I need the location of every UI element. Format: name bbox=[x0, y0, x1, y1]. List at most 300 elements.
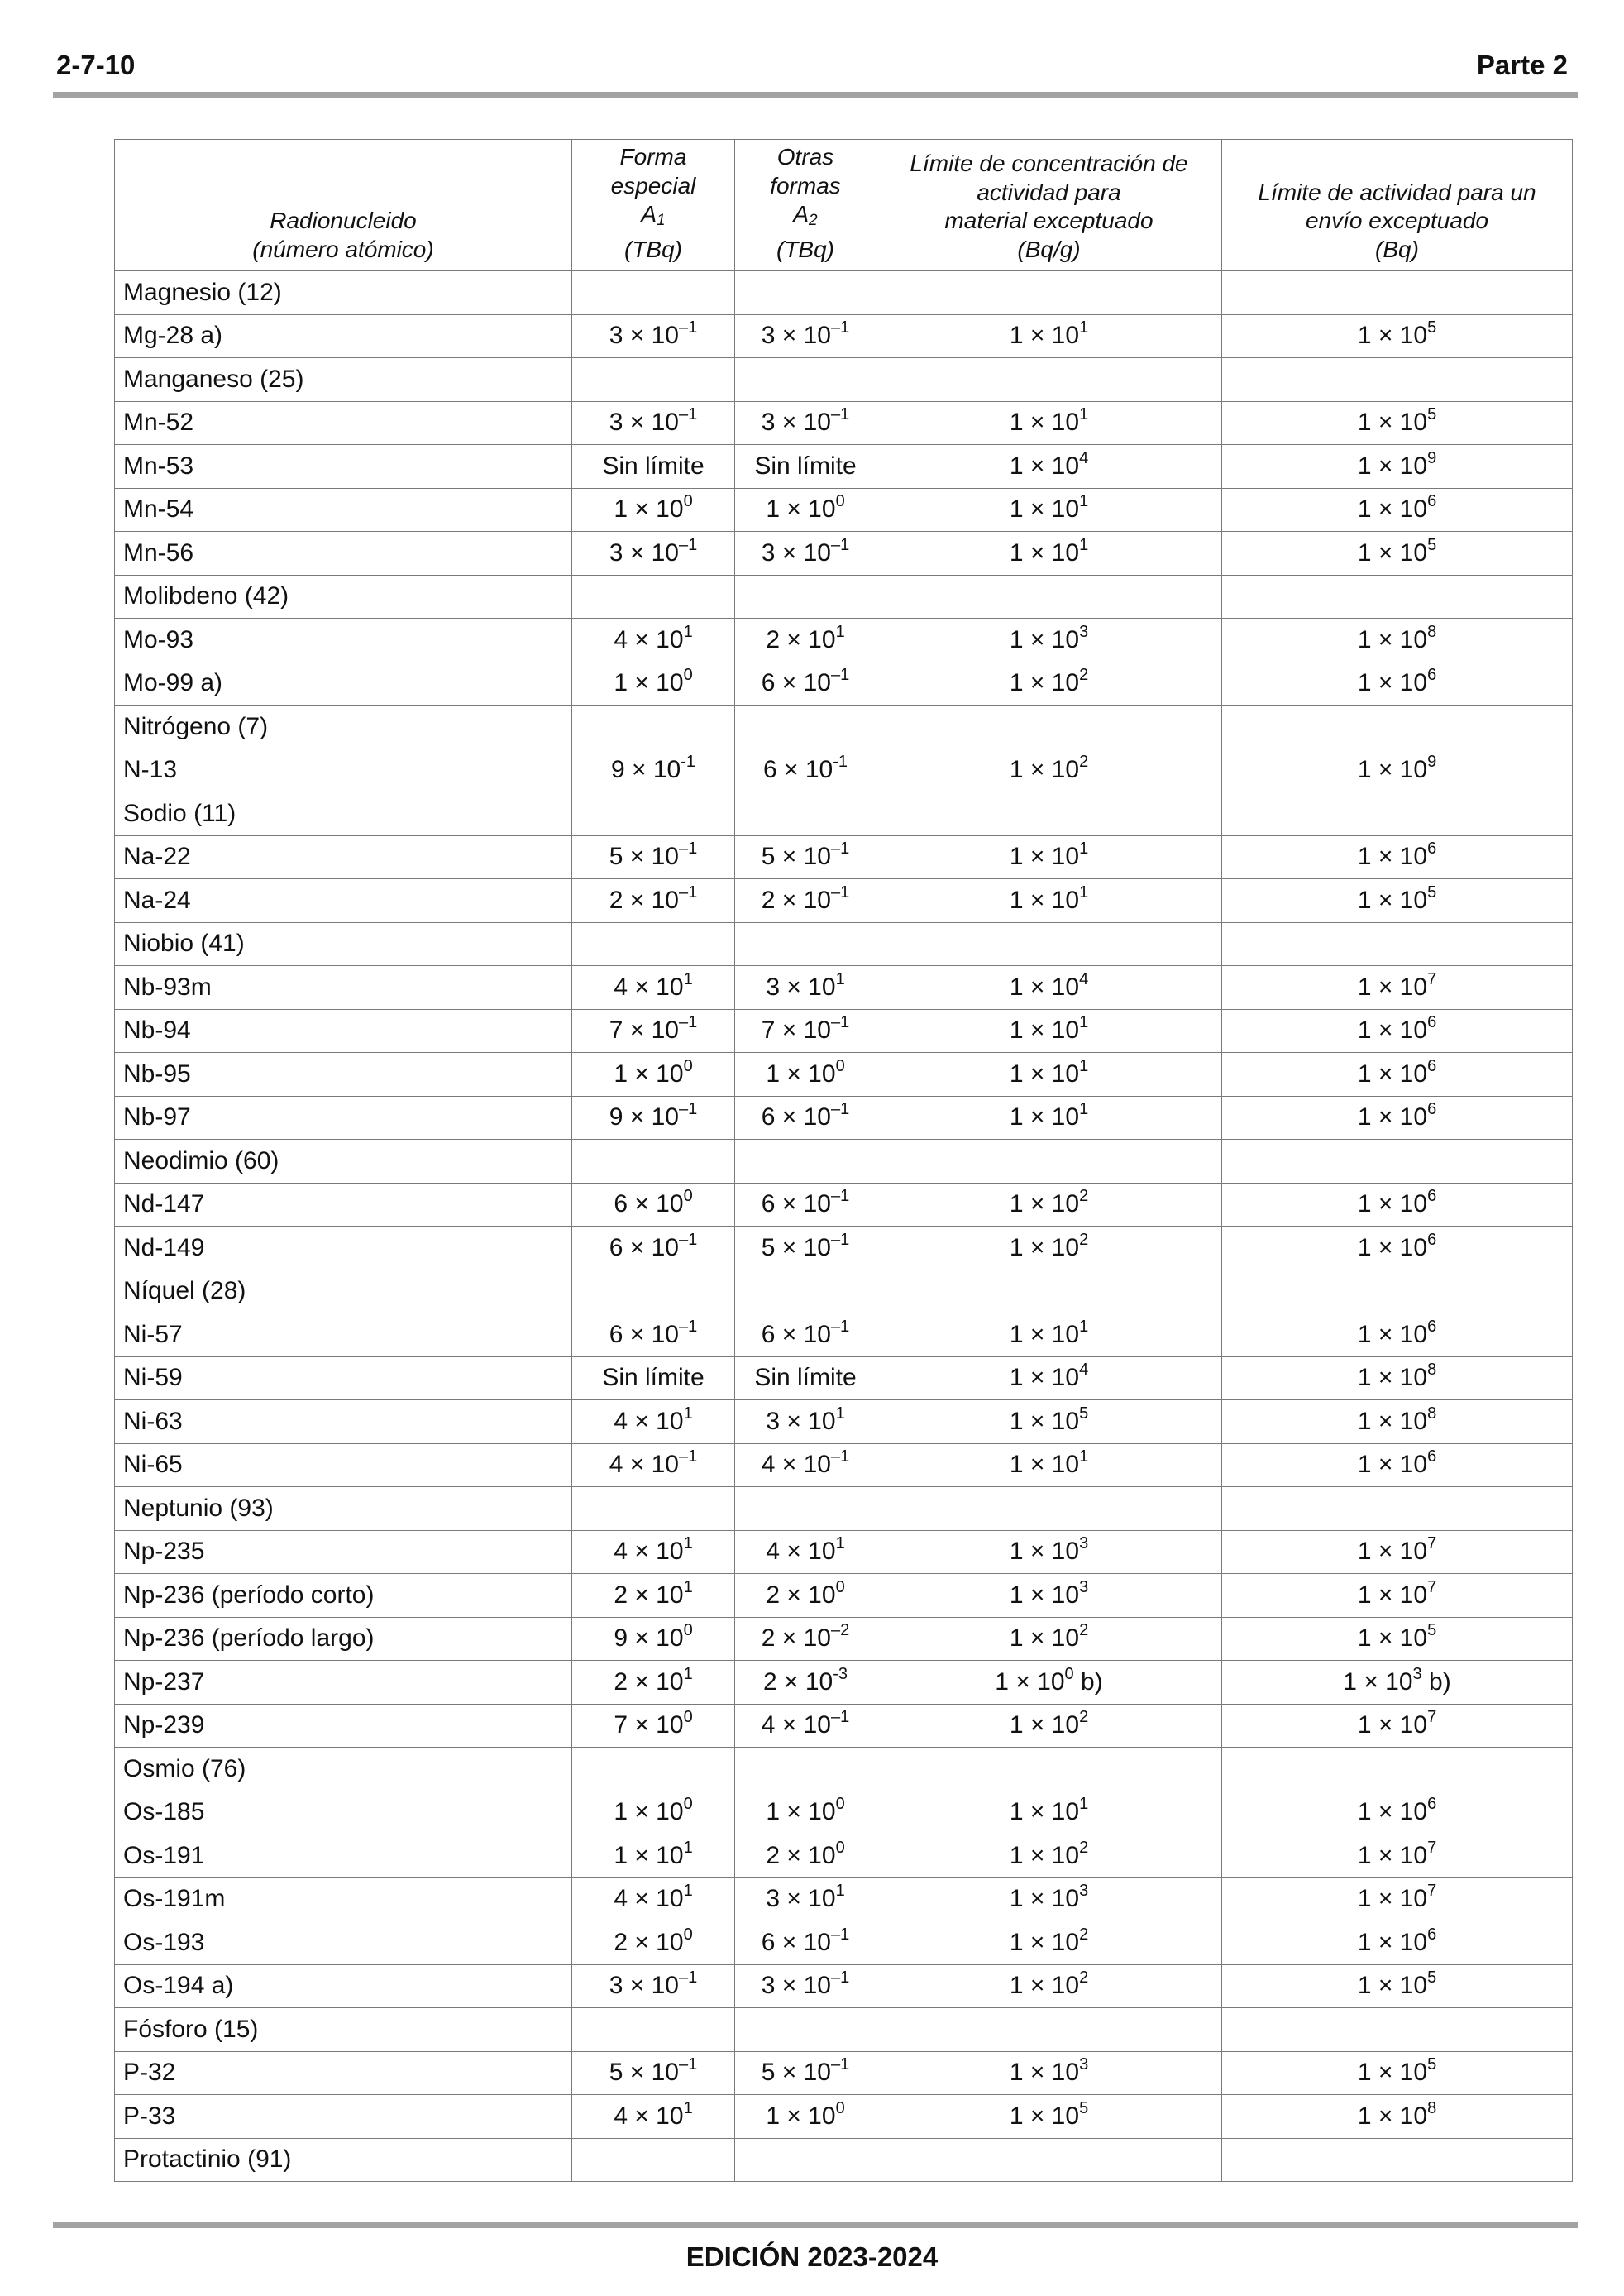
a1-cell: Sin límite bbox=[572, 1356, 735, 1400]
concentration-limit-cell: $1 \times 10^5$ bbox=[876, 1400, 1222, 1444]
nuclide-name: P-32 bbox=[115, 2051, 572, 2095]
a1-cell: $2 \times 10^{-1}$ bbox=[572, 879, 735, 923]
exponent: 8 bbox=[1427, 2098, 1437, 2117]
table-row bbox=[115, 2095, 1573, 2139]
exponent: 1 bbox=[1079, 1317, 1089, 1336]
concentration-limit-cell: $1 \times 10^5$ bbox=[876, 2095, 1222, 2139]
header-line: envío exceptuado bbox=[1305, 208, 1489, 233]
exponent: 2 bbox=[1079, 666, 1089, 685]
table-header-row bbox=[115, 140, 1573, 271]
nuclide-name: Nb-94 bbox=[115, 1009, 572, 1053]
a2-cell: $1 \times 10^0$ bbox=[735, 1053, 876, 1097]
exponent: 1 bbox=[835, 1882, 845, 1901]
nuclide-name: Os-191 bbox=[115, 1834, 572, 1878]
exponent: 1 bbox=[683, 1882, 693, 1901]
exponent: 2 bbox=[1079, 1230, 1089, 1249]
header-line: Forma bbox=[619, 144, 687, 170]
element-name: Osmio (76) bbox=[115, 1748, 572, 1791]
a1-cell: $9 \times 10^{-1}$ bbox=[572, 1096, 735, 1140]
exponent: -3 bbox=[833, 1664, 848, 1683]
nuclide-name: Mn-52 bbox=[115, 401, 572, 445]
consignment-limit-cell: $1 \times 10^6$ bbox=[1222, 1227, 1573, 1270]
consignment-limit-cell bbox=[1222, 358, 1573, 402]
nuclide-name: Ni-57 bbox=[115, 1313, 572, 1357]
concentration-limit-cell: $1 \times 10^2$ bbox=[876, 1704, 1222, 1748]
a1-cell bbox=[572, 2138, 735, 2182]
col-header-consignment-limit bbox=[1222, 140, 1573, 271]
a2-cell: $2 \times 10^0$ bbox=[735, 1834, 876, 1878]
a2-cell: $2 \times 10^{-2}$ bbox=[735, 1617, 876, 1661]
concentration-limit-cell bbox=[876, 1140, 1222, 1184]
exponent: 6 bbox=[1427, 492, 1437, 511]
concentration-limit-cell: $1 \times 10^1$ bbox=[876, 879, 1222, 923]
a2-cell: $2 \times 10^{-3}$ bbox=[735, 1661, 876, 1705]
nuclide-name: Na-22 bbox=[115, 835, 572, 879]
nuclide-name: Mn-56 bbox=[115, 532, 572, 576]
a1-cell: $2 \times 10^1$ bbox=[572, 1574, 735, 1618]
exponent: –1 bbox=[679, 1013, 698, 1032]
col-header-a1 bbox=[572, 140, 735, 271]
consignment-limit-cell: $1 \times 10^6$ bbox=[1222, 1313, 1573, 1357]
a2-cell: $7 \times 10^{-1}$ bbox=[735, 1009, 876, 1053]
concentration-limit-cell bbox=[876, 792, 1222, 836]
a2-cell bbox=[735, 575, 876, 619]
nuclide-name: Mg-28 a) bbox=[115, 314, 572, 358]
exponent: 1 bbox=[1079, 883, 1089, 902]
consignment-limit-cell bbox=[1222, 575, 1573, 619]
exponent: 5 bbox=[1427, 318, 1437, 337]
concentration-limit-cell: $1 \times 10^1$ bbox=[876, 1096, 1222, 1140]
header-line: Otras bbox=[776, 144, 834, 170]
concentration-limit-cell: $1 \times 10^1$ bbox=[876, 1791, 1222, 1834]
a2-cell: $6 \times 10^{-1}$ bbox=[735, 1183, 876, 1227]
exponent: 1 bbox=[835, 969, 845, 988]
exponent: –2 bbox=[831, 1621, 850, 1640]
exponent: –1 bbox=[831, 1317, 850, 1336]
nuclide-name: Np-236 (período corto) bbox=[115, 1574, 572, 1618]
exponent: 0 bbox=[683, 666, 693, 685]
consignment-limit-cell: $1 \times 10^6$ bbox=[1222, 835, 1573, 879]
exponent: 0 bbox=[835, 1577, 845, 1596]
exponent: –1 bbox=[679, 535, 698, 554]
header-line: (TBq) bbox=[624, 236, 682, 262]
a2-cell bbox=[735, 358, 876, 402]
exponent: 0 bbox=[683, 1187, 693, 1206]
exponent: 0 bbox=[1064, 1664, 1074, 1683]
a2-cell: Sin límite bbox=[735, 1356, 876, 1400]
a1-cell: $5 \times 10^{-1}$ bbox=[572, 2051, 735, 2095]
exponent: –1 bbox=[679, 1100, 698, 1119]
exponent: 6 bbox=[1427, 1317, 1437, 1336]
nuclide-name: N-13 bbox=[115, 749, 572, 792]
exponent: –1 bbox=[679, 883, 698, 902]
concentration-limit-cell: $1 \times 10^2$ bbox=[876, 1617, 1222, 1661]
concentration-limit-cell: $1 \times 10^2$ bbox=[876, 1964, 1222, 2008]
exponent: 3 bbox=[1079, 622, 1089, 641]
exponent: 1 bbox=[1079, 1100, 1089, 1119]
exponent: 1 bbox=[1079, 492, 1089, 511]
consignment-limit-cell: $1 \times 10^5$ bbox=[1222, 532, 1573, 576]
a2-cell bbox=[735, 2138, 876, 2182]
header-line: Límite de actividad para un bbox=[1258, 179, 1536, 205]
a2-cell: $1 \times 10^0$ bbox=[735, 1791, 876, 1834]
concentration-limit-cell: $1 \times 10^2$ bbox=[876, 749, 1222, 792]
a2-cell bbox=[735, 1487, 876, 1531]
header-line-symbol: $A_1$ bbox=[641, 201, 666, 229]
a2-cell: $6 \times 10^{-1}$ bbox=[735, 1921, 876, 1965]
consignment-limit-cell bbox=[1222, 792, 1573, 836]
a1-cell bbox=[572, 792, 735, 836]
header-line-symbol: $A_2$ bbox=[793, 201, 818, 229]
a1-cell bbox=[572, 706, 735, 749]
table-row bbox=[115, 966, 1573, 1010]
exponent: 2 bbox=[1079, 1925, 1089, 1944]
consignment-limit-cell bbox=[1222, 2008, 1573, 2052]
exponent: 6 bbox=[1427, 1187, 1437, 1206]
a1-cell: $3 \times 10^{-1}$ bbox=[572, 532, 735, 576]
concentration-limit-cell: $1 \times 10^2$ bbox=[876, 1183, 1222, 1227]
table-row bbox=[115, 488, 1573, 532]
exponent: 1 bbox=[1079, 535, 1089, 554]
exponent: 0 bbox=[683, 1925, 693, 1944]
table-row bbox=[115, 1313, 1573, 1357]
exponent: 9 bbox=[1427, 448, 1437, 467]
a2-cell: $4 \times 10^{-1}$ bbox=[735, 1704, 876, 1748]
exponent: 0 bbox=[683, 1708, 693, 1727]
consignment-limit-cell: $1 \times 10^6$ bbox=[1222, 1053, 1573, 1097]
exponent: 3 bbox=[1079, 1534, 1089, 1553]
exponent: 0 bbox=[683, 492, 693, 511]
consignment-limit-cell bbox=[1222, 271, 1573, 315]
a2-cell: $6 \times 10^{-1}$ bbox=[735, 662, 876, 706]
concentration-limit-cell: $1 \times 10^1$ bbox=[876, 835, 1222, 879]
exponent: 1 bbox=[683, 969, 693, 988]
a2-cell: $2 \times 10^1$ bbox=[735, 619, 876, 662]
subscript: 1 bbox=[657, 212, 666, 229]
nuclide-name: Mo-99 a) bbox=[115, 662, 572, 706]
exponent: –1 bbox=[679, 1230, 698, 1249]
exponent: 2 bbox=[1079, 1621, 1089, 1640]
a2-cell: $1 \times 10^0$ bbox=[735, 2095, 876, 2139]
exponent: –1 bbox=[831, 318, 850, 337]
nuclide-name: Mn-54 bbox=[115, 488, 572, 532]
exponent: 6 bbox=[1427, 839, 1437, 859]
consignment-limit-cell: $1 \times 10^5$ bbox=[1222, 1964, 1573, 2008]
exponent: 6 bbox=[1427, 1100, 1437, 1119]
table-row bbox=[115, 1617, 1573, 1661]
concentration-limit-cell: $1 \times 10^1$ bbox=[876, 1443, 1222, 1487]
exponent: 2 bbox=[1079, 1838, 1089, 1857]
consignment-limit-cell: $1 \times 10^8$ bbox=[1222, 1356, 1573, 1400]
concentration-limit-cell bbox=[876, 575, 1222, 619]
exponent: 4 bbox=[1079, 969, 1089, 988]
exponent: –1 bbox=[831, 666, 850, 685]
exponent: 5 bbox=[1427, 535, 1437, 554]
element-name: Níquel (28) bbox=[115, 1270, 572, 1313]
exponent: 0 bbox=[683, 1795, 693, 1814]
table-row bbox=[115, 401, 1573, 445]
element-group-row bbox=[115, 2008, 1573, 2052]
concentration-limit-cell bbox=[876, 1270, 1222, 1313]
a1-cell bbox=[572, 922, 735, 966]
exponent: 3 bbox=[1079, 1882, 1089, 1901]
consignment-limit-cell: $1 \times 10^6$ bbox=[1222, 488, 1573, 532]
nuclide-name: Nb-95 bbox=[115, 1053, 572, 1097]
a1-cell: $4 \times 10^1$ bbox=[572, 2095, 735, 2139]
exponent: –1 bbox=[831, 1013, 850, 1032]
a2-cell: $6 \times 10^{-1}$ bbox=[735, 1313, 876, 1357]
element-group-row bbox=[115, 792, 1573, 836]
table-row bbox=[115, 1227, 1573, 1270]
exponent: 5 bbox=[1079, 1404, 1089, 1423]
exponent: 5 bbox=[1427, 1968, 1437, 1987]
a1-cell: $2 \times 10^1$ bbox=[572, 1661, 735, 1705]
a1-cell: $4 \times 10^1$ bbox=[572, 1400, 735, 1444]
exponent: 8 bbox=[1427, 1404, 1437, 1423]
exponent: 0 bbox=[835, 2098, 845, 2117]
nuclide-name: Np-235 bbox=[115, 1530, 572, 1574]
nuclide-name: Np-239 bbox=[115, 1704, 572, 1748]
exponent: 1 bbox=[683, 1404, 693, 1423]
nuclide-name: Mo-93 bbox=[115, 619, 572, 662]
table-row bbox=[115, 1921, 1573, 1965]
table-row bbox=[115, 1877, 1573, 1921]
element-name: Manganeso (25) bbox=[115, 358, 572, 402]
a1-cell: $4 \times 10^1$ bbox=[572, 619, 735, 662]
exponent: 4 bbox=[1079, 1361, 1089, 1380]
table-row bbox=[115, 1053, 1573, 1097]
a1-cell: $3 \times 10^{-1}$ bbox=[572, 314, 735, 358]
consignment-limit-cell: $1 \times 10^7$ bbox=[1222, 966, 1573, 1010]
header-line: actividad para bbox=[977, 179, 1121, 205]
col-header-concentration-limit bbox=[876, 140, 1222, 271]
nuclide-name: P-33 bbox=[115, 2095, 572, 2139]
table-row bbox=[115, 1400, 1573, 1444]
nuclide-name: Nb-97 bbox=[115, 1096, 572, 1140]
nuclide-name: Nd-149 bbox=[115, 1227, 572, 1270]
a1-cell bbox=[572, 271, 735, 315]
part-label: Parte 2 bbox=[1476, 50, 1568, 80]
header-line: formas bbox=[770, 172, 841, 199]
a1-cell: $1 \times 10^0$ bbox=[572, 1791, 735, 1834]
a2-cell: $5 \times 10^{-1}$ bbox=[735, 835, 876, 879]
concentration-limit-cell bbox=[876, 271, 1222, 315]
table-row bbox=[115, 835, 1573, 879]
a2-cell: $2 \times 10^{-1}$ bbox=[735, 879, 876, 923]
table-row bbox=[115, 1834, 1573, 1878]
nuclide-name: Na-24 bbox=[115, 879, 572, 923]
concentration-limit-cell bbox=[876, 706, 1222, 749]
nuclide-name: Os-194 a) bbox=[115, 1964, 572, 2008]
exponent: 1 bbox=[683, 1534, 693, 1553]
exponent: –1 bbox=[679, 1317, 698, 1336]
consignment-limit-cell bbox=[1222, 706, 1573, 749]
a2-cell bbox=[735, 1748, 876, 1791]
a2-cell: $4 \times 10^{-1}$ bbox=[735, 1443, 876, 1487]
concentration-limit-cell: $1 \times 10^3$ bbox=[876, 1574, 1222, 1618]
a2-cell: $2 \times 10^0$ bbox=[735, 1574, 876, 1618]
radionuclide-table bbox=[114, 139, 1573, 2182]
table-row bbox=[115, 749, 1573, 792]
a1-cell: $1 \times 10^1$ bbox=[572, 1834, 735, 1878]
element-group-row bbox=[115, 358, 1573, 402]
concentration-limit-cell bbox=[876, 358, 1222, 402]
concentration-limit-cell bbox=[876, 2138, 1222, 2182]
exponent: 7 bbox=[1427, 1534, 1437, 1553]
consignment-limit-cell bbox=[1222, 1748, 1573, 1791]
nuclide-name: Os-191m bbox=[115, 1877, 572, 1921]
consignment-limit-cell: $1 \times 10^6$ bbox=[1222, 1183, 1573, 1227]
a1-cell: $6 \times 10^0$ bbox=[572, 1183, 735, 1227]
exponent: –1 bbox=[831, 1708, 850, 1727]
subscript: 2 bbox=[809, 212, 818, 229]
a1-cell: $4 \times 10^1$ bbox=[572, 1530, 735, 1574]
a2-cell: $3 \times 10^1$ bbox=[735, 966, 876, 1010]
element-group-row bbox=[115, 1487, 1573, 1531]
a1-cell bbox=[572, 575, 735, 619]
element-name: Magnesio (12) bbox=[115, 271, 572, 315]
table-row bbox=[115, 1704, 1573, 1748]
exponent: 2 bbox=[1079, 1708, 1089, 1727]
a1-cell: $1 \times 10^0$ bbox=[572, 662, 735, 706]
consignment-limit-cell: $1 \times 10^8$ bbox=[1222, 1400, 1573, 1444]
concentration-limit-cell: $1 \times 10^2$ bbox=[876, 1921, 1222, 1965]
a2-cell: $3 \times 10^{-1}$ bbox=[735, 314, 876, 358]
col-header-radionuclide bbox=[115, 140, 572, 271]
exponent: 6 bbox=[1427, 1447, 1437, 1466]
a2-cell: $5 \times 10^{-1}$ bbox=[735, 2051, 876, 2095]
a2-cell bbox=[735, 1270, 876, 1313]
concentration-limit-cell: $1 \times 10^4$ bbox=[876, 445, 1222, 489]
a1-cell: $6 \times 10^{-1}$ bbox=[572, 1313, 735, 1357]
header-line: material exceptuado bbox=[944, 208, 1154, 233]
a1-cell: $7 \times 10^{-1}$ bbox=[572, 1009, 735, 1053]
exponent: 0 bbox=[835, 1838, 845, 1857]
header-line: especial bbox=[610, 172, 696, 199]
element-name: Sodio (11) bbox=[115, 792, 572, 836]
exponent: 1 bbox=[1079, 1447, 1089, 1466]
consignment-limit-cell: $1 \times 10^7$ bbox=[1222, 1530, 1573, 1574]
element-name: Fósforo (15) bbox=[115, 2008, 572, 2052]
a1-cell: $7 \times 10^0$ bbox=[572, 1704, 735, 1748]
exponent: 1 bbox=[683, 1664, 693, 1683]
nuclide-name: Mn-53 bbox=[115, 445, 572, 489]
concentration-limit-cell bbox=[876, 2008, 1222, 2052]
table-row bbox=[115, 879, 1573, 923]
consignment-limit-cell: $1 \times 10^7$ bbox=[1222, 1574, 1573, 1618]
element-name: Neodimio (60) bbox=[115, 1140, 572, 1184]
exponent: 0 bbox=[835, 1795, 845, 1814]
a1-cell: $3 \times 10^{-1}$ bbox=[572, 401, 735, 445]
table-row bbox=[115, 1530, 1573, 1574]
element-name: Niobio (41) bbox=[115, 922, 572, 966]
header-line: (Bq) bbox=[1375, 236, 1419, 262]
element-group-row bbox=[115, 922, 1573, 966]
exponent: 0 bbox=[683, 1056, 693, 1075]
page-number: 2-7-10 bbox=[56, 50, 136, 80]
a1-cell: Sin límite bbox=[572, 445, 735, 489]
concentration-limit-cell: $1 \times 10^3$ bbox=[876, 2051, 1222, 2095]
nuclide-name: Nb-93m bbox=[115, 966, 572, 1010]
consignment-limit-cell: $1 \times 10^7$ bbox=[1222, 1834, 1573, 1878]
exponent: –1 bbox=[831, 1100, 850, 1119]
a1-cell bbox=[572, 358, 735, 402]
nuclide-name: Ni-65 bbox=[115, 1443, 572, 1487]
consignment-limit-cell: $1 \times 10^6$ bbox=[1222, 1009, 1573, 1053]
consignment-limit-cell bbox=[1222, 1487, 1573, 1531]
exponent: 5 bbox=[1427, 405, 1437, 424]
table-row bbox=[115, 1661, 1573, 1705]
exponent: -1 bbox=[681, 753, 696, 772]
consignment-limit-cell: $1 \times 10^8$ bbox=[1222, 2095, 1573, 2139]
consignment-limit-cell bbox=[1222, 1140, 1573, 1184]
concentration-limit-cell: $1 \times 10^1$ bbox=[876, 1313, 1222, 1357]
a2-cell bbox=[735, 1140, 876, 1184]
consignment-limit-cell: $1 \times 10^9$ bbox=[1222, 445, 1573, 489]
exponent: 7 bbox=[1427, 1577, 1437, 1596]
consignment-limit-cell: $1 \times 10^6$ bbox=[1222, 1443, 1573, 1487]
a1-cell: $9 \times 10^{-1}$ bbox=[572, 749, 735, 792]
exponent: 1 bbox=[1079, 1056, 1089, 1075]
exponent: 1 bbox=[1079, 318, 1089, 337]
element-group-row bbox=[115, 1748, 1573, 1791]
a1-cell: $1 \times 10^0$ bbox=[572, 1053, 735, 1097]
header-line: (Bq/g) bbox=[1017, 236, 1081, 262]
exponent: 1 bbox=[683, 622, 693, 641]
concentration-limit-cell: $1 \times 10^2$ bbox=[876, 1227, 1222, 1270]
element-group-row bbox=[115, 575, 1573, 619]
element-group-row bbox=[115, 706, 1573, 749]
exponent: 1 bbox=[683, 2098, 693, 2117]
concentration-limit-cell: $1 \times 10^3$ bbox=[876, 1877, 1222, 1921]
exponent: –1 bbox=[679, 405, 698, 424]
a2-cell: $4 \times 10^1$ bbox=[735, 1530, 876, 1574]
table-row bbox=[115, 1443, 1573, 1487]
exponent: 3 bbox=[1079, 1577, 1089, 1596]
element-name: Nitrógeno (7) bbox=[115, 706, 572, 749]
table-row bbox=[115, 1964, 1573, 2008]
exponent: 6 bbox=[1427, 1056, 1437, 1075]
exponent: 6 bbox=[1427, 666, 1437, 685]
consignment-limit-cell: $1 \times 10^5$ bbox=[1222, 314, 1573, 358]
concentration-limit-cell: $1 \times 10^1$ bbox=[876, 532, 1222, 576]
exponent: –1 bbox=[679, 318, 698, 337]
exponent: 2 bbox=[1079, 1187, 1089, 1206]
exponent: –1 bbox=[831, 1447, 850, 1466]
consignment-limit-cell: $1 \times 10^5$ bbox=[1222, 879, 1573, 923]
concentration-limit-cell: $1 \times 10^3$ bbox=[876, 1530, 1222, 1574]
consignment-limit-cell: $1 \times 10^6$ bbox=[1222, 1921, 1573, 1965]
concentration-limit-cell: $1 \times 10^2$ bbox=[876, 1834, 1222, 1878]
exponent: –1 bbox=[831, 405, 850, 424]
header-rule bbox=[53, 92, 1578, 98]
a1-cell: $2 \times 10^0$ bbox=[572, 1921, 735, 1965]
consignment-limit-cell bbox=[1222, 1270, 1573, 1313]
consignment-limit-cell: $1 \times 10^7$ bbox=[1222, 1877, 1573, 1921]
exponent: 1 bbox=[835, 622, 845, 641]
consignment-limit-cell: $1 \times 10^5$ bbox=[1222, 401, 1573, 445]
exponent: –1 bbox=[831, 1925, 850, 1944]
concentration-limit-cell: $1 \times 10^4$ bbox=[876, 1356, 1222, 1400]
a2-cell: $6 \times 10^{-1}$ bbox=[735, 1096, 876, 1140]
table-row bbox=[115, 1096, 1573, 1140]
a2-cell bbox=[735, 271, 876, 315]
exponent: 1 bbox=[1079, 839, 1089, 859]
nuclide-name: Np-236 (período largo) bbox=[115, 1617, 572, 1661]
exponent: 7 bbox=[1427, 969, 1437, 988]
a1-cell: $1 \times 10^0$ bbox=[572, 488, 735, 532]
exponent: 6 bbox=[1427, 1925, 1437, 1944]
